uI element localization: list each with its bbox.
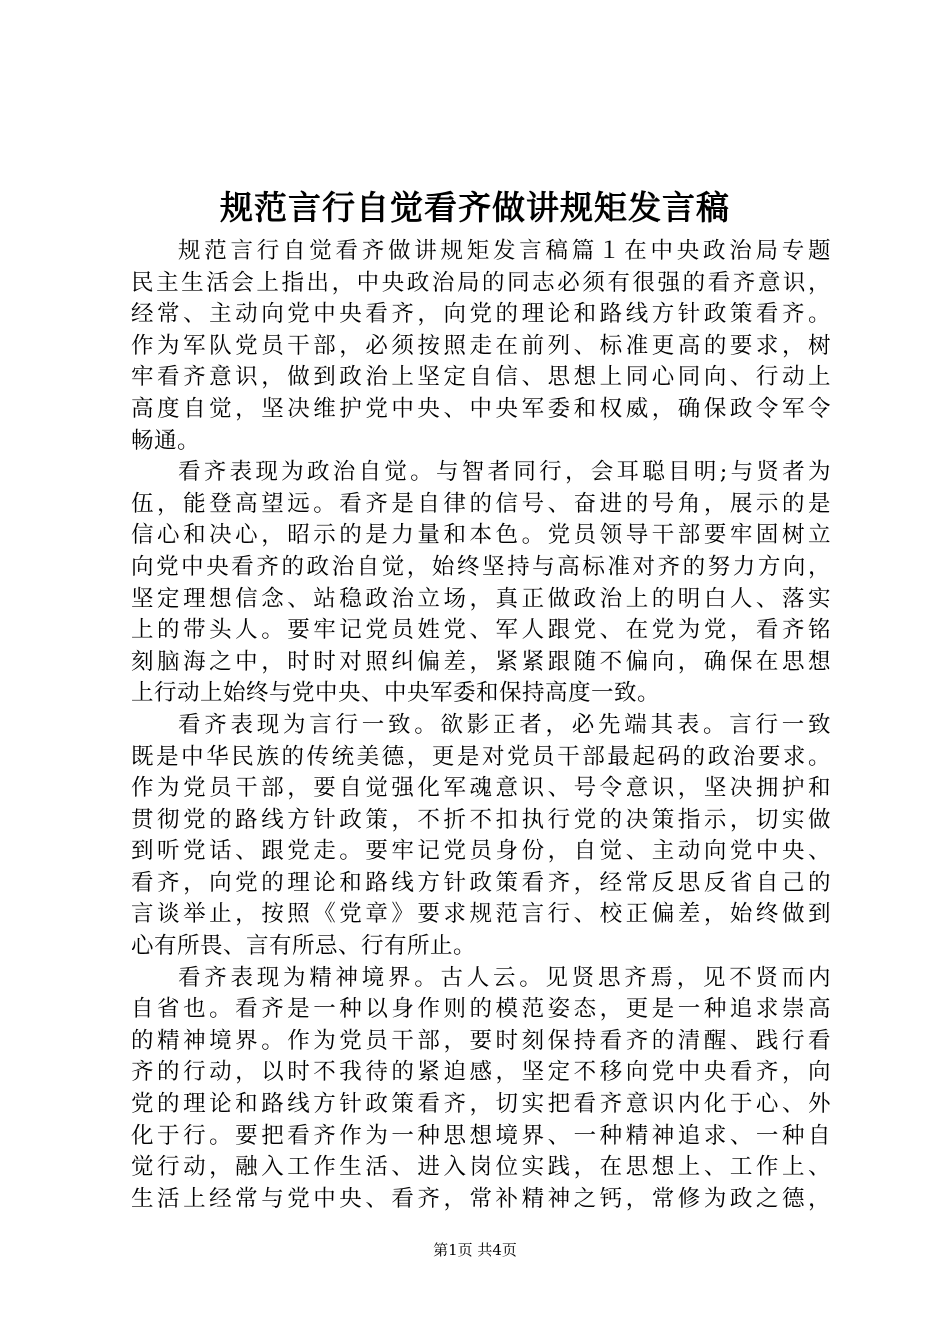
text-line: 齐的行动，以时不我待的紧迫感，坚定不移向党中央看齐，向 — [131, 1059, 831, 1086]
text-line: 自省也。看齐是一种以身作则的模范姿态，更是一种追求崇高 — [131, 996, 831, 1023]
paragraph-4 — [131, 963, 831, 1216]
text-line: 看齐表现为精神境界。古人云。见贤思齐焉，见不贤而内 — [178, 964, 831, 991]
text-line: 规范言行自觉看齐做讲规矩发言稿篇１在中央政治局专题 — [178, 238, 831, 264]
text-line: 向党中央看齐的政治自觉，始终坚持与高标准对齐的努力方向， — [131, 553, 831, 580]
text-line: 言谈举止，按照《党章》要求规范言行、校正偏差，始终做到 — [131, 901, 831, 928]
text-line: 贯彻党的路线方针政策，不折不扣执行党的决策指示，切实做 — [131, 806, 831, 833]
text-line: 的精神境界。作为党员干部，要时刻保持看齐的清醒、践行看 — [131, 1027, 831, 1054]
document-title: 规范言行自觉看齐做讲规矩发言稿 — [220, 188, 730, 227]
text-line: 看齐，向党的理论和路线方针政策看齐，经常反思反省自己的 — [131, 869, 831, 896]
text-line: 既是中华民族的传统美德，更是对党员干部最起码的政治要求。 — [131, 743, 831, 770]
text-line: 到听党话、跟党走。要牢记党员身份，自觉、主动向党中央、 — [131, 838, 831, 865]
text-line: 作为党员干部，要自觉强化军魂意识、号令意识，坚决拥护和 — [131, 775, 831, 802]
text-line: 坚定理想信念、站稳政治立场，真正做政治上的明白人、落实 — [131, 585, 831, 612]
paragraph-3 — [131, 710, 831, 963]
text-line: 伍，能登高望远。看齐是自律的信号、奋进的号角，展示的是 — [131, 490, 831, 517]
text-line: 生活上经常与党中央、看齐，常补精神之钙，常修为政之德， — [131, 1185, 831, 1212]
text-line: 畅通。 — [131, 427, 201, 454]
text-line: 党的理论和路线方针政策看齐，切实把看齐意识内化于心、外 — [131, 1091, 831, 1118]
paragraph-2 — [131, 457, 831, 710]
text-line: 看齐表现为言行一致。欲影正者，必先端其表。言行一致 — [178, 711, 831, 738]
text-line: 化于行。要把看齐作为一种思想境界、一种精神追求、一种自 — [131, 1122, 831, 1149]
text-line: 上行动上始终与党中央、中央军委和保持高度一致。 — [131, 680, 661, 707]
text-line: 看齐表现为政治自觉。与智者同行，会耳聪目明;与贤者为 — [178, 459, 831, 486]
text-line: 上的带头人。要牢记党员姓党、军人跟党、在党为党，看齐铭 — [131, 617, 831, 644]
text-line: 信心和决心，昭示的是力量和本色。党员领导干部要牢固树立 — [131, 522, 831, 549]
page-footer: 第1页 共4页 — [433, 1241, 517, 1259]
text-line: 心有所畏、言有所忌、行有所止。 — [131, 933, 477, 960]
text-line: 刻脑海之中，时时对照纠偏差，紧紧跟随不偏向，确保在思想 — [131, 648, 831, 675]
text-line: 觉行动，融入工作生活、进入岗位实践，在思想上、工作上、 — [131, 1154, 831, 1181]
text-line: 经常、主动向党中央看齐，向党的理论和路线方针政策看齐。 — [131, 301, 831, 328]
paragraph-1 — [131, 236, 831, 457]
text-line: 民主生活会上指出，中央政治局的同志必须有很强的看齐意识， — [131, 269, 831, 296]
text-line: 作为军队党员干部，必须按照走在前列、标准更高的要求，树 — [131, 332, 831, 359]
document-body — [131, 236, 831, 1215]
text-line: 高度自觉，坚决维护党中央、中央军委和权威，确保政令军令 — [131, 395, 831, 422]
text-line: 牢看齐意识，做到政治上坚定自信、思想上同心同向、行动上 — [131, 364, 831, 391]
